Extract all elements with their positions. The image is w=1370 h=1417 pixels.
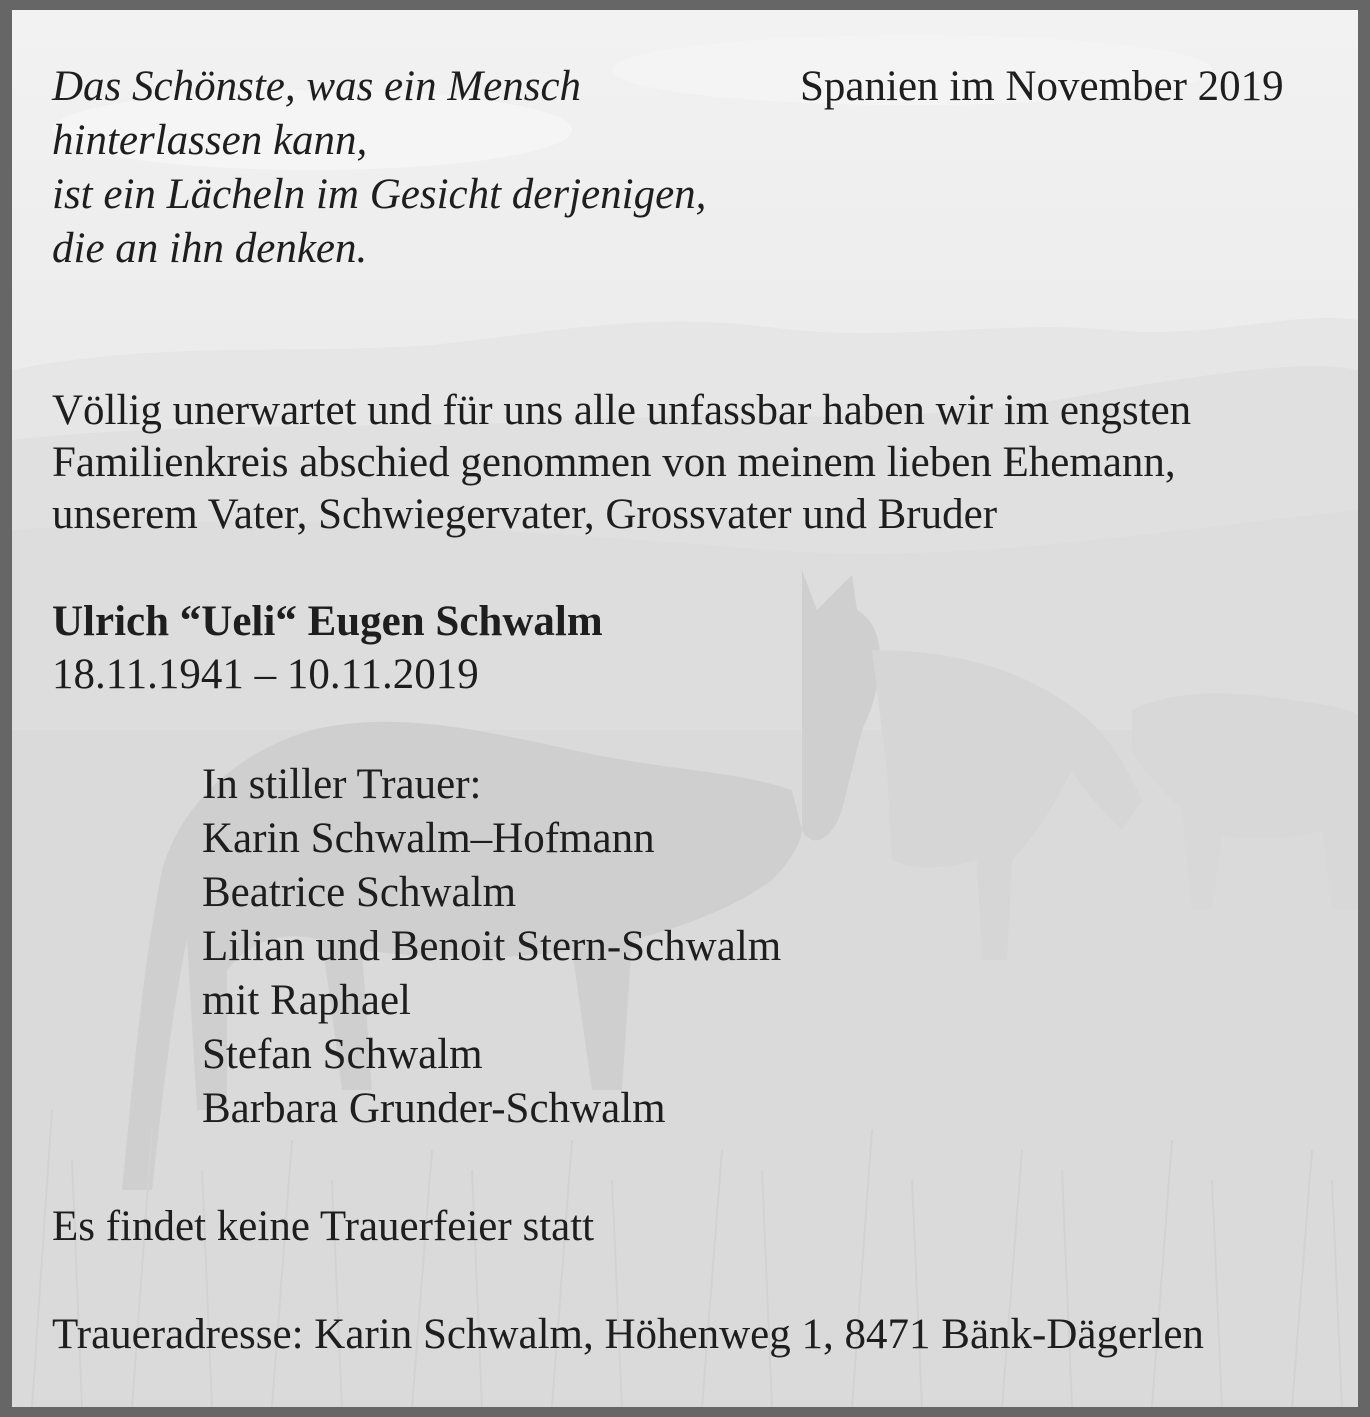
motto-line: die an ihn denken. <box>52 225 368 272</box>
mourners-heading: In stiller Trauer: <box>202 761 482 808</box>
motto-line: ist ein Lächeln im Gesicht derjenigen, <box>52 171 707 218</box>
deceased-dates: 18.11.1941 – 10.11.2019 <box>52 651 479 698</box>
mourner-name: mit Raphael <box>202 977 411 1024</box>
mourner-name: Karin Schwalm–Hofmann <box>202 815 655 862</box>
mourner-name: Stefan Schwalm <box>202 1031 483 1078</box>
mourner-name: Barbara Grunder-Schwalm <box>202 1085 666 1132</box>
motto-line: hinterlassen kann, <box>52 117 368 164</box>
mourning-address: Traueradresse: Karin Schwalm, Höhenweg 1, 8471 Bänk-Dägerlen <box>52 1311 1204 1358</box>
announcement-text <box>52 385 1191 541</box>
mourners-list <box>202 758 781 1136</box>
place-date: Spanien im November 2019 <box>800 63 1284 110</box>
motto-quote <box>52 60 706 276</box>
ceremony-note: Es findet keine Trauerfeier statt <box>52 1203 595 1250</box>
announcement-line: unserem Vater, Schwiegervater, Grossvater und Bruder <box>52 491 998 538</box>
mourner-name: Lilian und Benoit Stern-Schwalm <box>202 923 782 970</box>
mourner-name: Beatrice Schwalm <box>202 869 517 916</box>
motto-line: Das Schönste, was ein Mensch <box>52 63 582 110</box>
announcement-line: Familienkreis abschied genommen von meinem lieben Ehemann, <box>52 439 1176 486</box>
announcement-line: Völlig unerwartet und für uns alle unfassbar haben wir im engsten <box>52 387 1192 434</box>
deceased-name: Ulrich “Ueli“ Eugen Schwalm <box>52 598 603 645</box>
